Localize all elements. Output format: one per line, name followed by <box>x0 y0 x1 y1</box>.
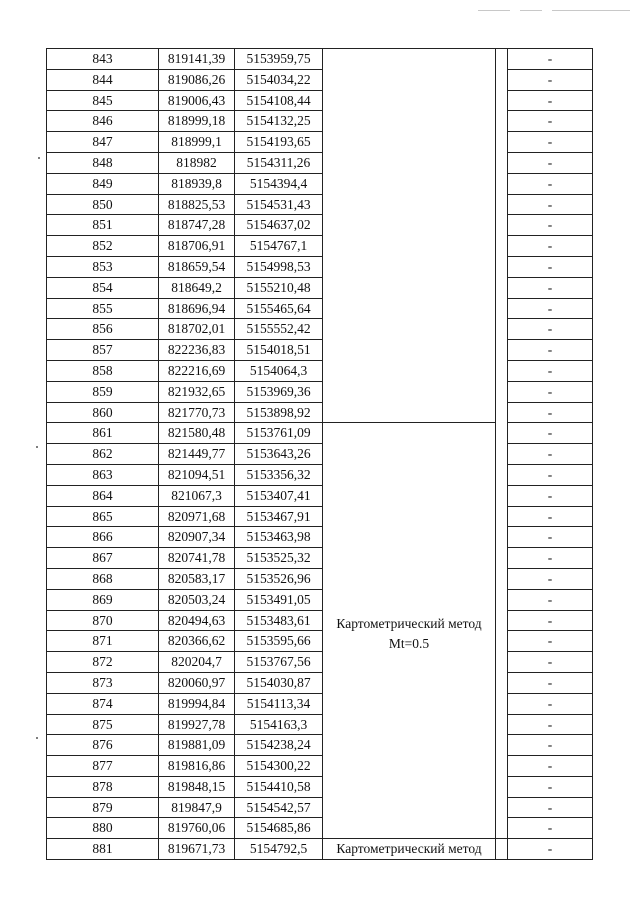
y-coordinate-cell: 5154542,57 <box>235 797 323 818</box>
table-row <box>47 464 593 485</box>
x-coordinate-cell: 818702,01 <box>159 319 235 340</box>
point-number-cell: 854 <box>47 277 159 298</box>
x-coordinate-cell: 819760,06 <box>159 818 235 839</box>
y-coordinate-cell: 5153595,66 <box>235 631 323 652</box>
table-row <box>47 340 593 361</box>
scan-artifact <box>478 10 510 11</box>
x-coordinate-cell: 821094,51 <box>159 464 235 485</box>
point-number-cell: 873 <box>47 672 159 693</box>
y-coordinate-cell: 5154132,25 <box>235 111 323 132</box>
flag-cell: - <box>508 631 593 652</box>
scan-speck <box>38 157 40 159</box>
y-coordinate-cell: 5154113,34 <box>235 693 323 714</box>
y-coordinate-cell: 5154163,3 <box>235 714 323 735</box>
x-coordinate-cell: 818706,91 <box>159 236 235 257</box>
y-coordinate-cell: 5155210,48 <box>235 277 323 298</box>
x-coordinate-cell: 821067,3 <box>159 485 235 506</box>
y-coordinate-cell: 5154030,87 <box>235 672 323 693</box>
flag-cell: - <box>508 714 593 735</box>
flag-cell: - <box>508 527 593 548</box>
y-coordinate-cell: 5154792,5 <box>235 839 323 860</box>
flag-cell: - <box>508 756 593 777</box>
table-row <box>47 714 593 735</box>
point-number-cell: 871 <box>47 631 159 652</box>
blank-column <box>496 49 508 839</box>
x-coordinate-cell: 820907,34 <box>159 527 235 548</box>
point-number-cell: 876 <box>47 735 159 756</box>
y-coordinate-cell: 5153959,75 <box>235 49 323 70</box>
point-number-cell: 879 <box>47 797 159 818</box>
table-row <box>47 506 593 527</box>
table-row <box>47 610 593 631</box>
method-cell-last: Картометрический метод <box>323 839 496 860</box>
y-coordinate-cell: 5154034,22 <box>235 69 323 90</box>
point-number-cell: 874 <box>47 693 159 714</box>
x-coordinate-cell: 818696,94 <box>159 298 235 319</box>
y-coordinate-cell: 5153643,26 <box>235 444 323 465</box>
y-coordinate-cell: 5153483,61 <box>235 610 323 631</box>
point-number-cell: 870 <box>47 610 159 631</box>
table-row <box>47 402 593 423</box>
flag-cell: - <box>508 319 593 340</box>
point-number-cell: 856 <box>47 319 159 340</box>
table-row <box>47 90 593 111</box>
table-row <box>47 693 593 714</box>
table-row <box>47 423 593 444</box>
method-cell-empty <box>323 49 496 423</box>
x-coordinate-cell: 821580,48 <box>159 423 235 444</box>
point-number-cell: 858 <box>47 360 159 381</box>
flag-cell: - <box>508 132 593 153</box>
x-coordinate-cell: 818747,28 <box>159 215 235 236</box>
flag-cell: - <box>508 735 593 756</box>
point-number-cell: 866 <box>47 527 159 548</box>
point-number-cell: 872 <box>47 652 159 673</box>
x-coordinate-cell: 821449,77 <box>159 444 235 465</box>
blank-column <box>496 839 508 860</box>
x-coordinate-cell: 819671,73 <box>159 839 235 860</box>
point-number-cell: 860 <box>47 402 159 423</box>
table-row <box>47 652 593 673</box>
table-row <box>47 527 593 548</box>
y-coordinate-cell: 5154193,65 <box>235 132 323 153</box>
table-row <box>47 756 593 777</box>
point-number-cell: 857 <box>47 340 159 361</box>
table-row <box>47 152 593 173</box>
x-coordinate-cell: 818999,1 <box>159 132 235 153</box>
flag-cell: - <box>508 173 593 194</box>
flag-cell: - <box>508 90 593 111</box>
point-number-cell: 852 <box>47 236 159 257</box>
y-coordinate-cell: 5153761,09 <box>235 423 323 444</box>
flag-cell: - <box>508 548 593 569</box>
y-coordinate-cell: 5153356,32 <box>235 464 323 485</box>
point-number-cell: 880 <box>47 818 159 839</box>
flag-cell: - <box>508 381 593 402</box>
table-row <box>47 173 593 194</box>
method-name: Картометрический метод <box>336 616 482 632</box>
point-number-cell: 864 <box>47 485 159 506</box>
flag-cell: - <box>508 277 593 298</box>
table-row <box>47 298 593 319</box>
point-number-cell: 875 <box>47 714 159 735</box>
y-coordinate-cell: 5154238,24 <box>235 735 323 756</box>
flag-cell: - <box>508 152 593 173</box>
flag-cell: - <box>508 298 593 319</box>
x-coordinate-cell: 818659,54 <box>159 256 235 277</box>
flag-cell: - <box>508 568 593 589</box>
point-number-cell: 849 <box>47 173 159 194</box>
table-row <box>47 215 593 236</box>
flag-cell: - <box>508 693 593 714</box>
table-row <box>47 319 593 340</box>
y-coordinate-cell: 5154394,4 <box>235 173 323 194</box>
table-row <box>47 381 593 402</box>
table-row <box>47 277 593 298</box>
y-coordinate-cell: 5153898,92 <box>235 402 323 423</box>
point-number-cell: 877 <box>47 756 159 777</box>
x-coordinate-cell: 820503,24 <box>159 589 235 610</box>
point-number-cell: 881 <box>47 839 159 860</box>
table-row <box>47 568 593 589</box>
flag-cell: - <box>508 215 593 236</box>
coordinates-table <box>46 48 593 860</box>
flag-cell: - <box>508 444 593 465</box>
table-row <box>47 485 593 506</box>
x-coordinate-cell: 818982 <box>159 152 235 173</box>
y-coordinate-cell: 5153491,05 <box>235 589 323 610</box>
x-coordinate-cell: 819848,15 <box>159 776 235 797</box>
coordinates-table-body <box>47 49 593 860</box>
x-coordinate-cell: 820971,68 <box>159 506 235 527</box>
flag-cell: - <box>508 49 593 70</box>
x-coordinate-cell: 821770,73 <box>159 402 235 423</box>
table-row <box>47 69 593 90</box>
table-row <box>47 236 593 257</box>
flag-cell: - <box>508 464 593 485</box>
flag-cell: - <box>508 69 593 90</box>
table-row <box>47 735 593 756</box>
point-number-cell: 863 <box>47 464 159 485</box>
scan-speck <box>36 446 38 448</box>
x-coordinate-cell: 820583,17 <box>159 568 235 589</box>
table-row <box>47 839 593 860</box>
y-coordinate-cell: 5153969,36 <box>235 381 323 402</box>
x-coordinate-cell: 819086,26 <box>159 69 235 90</box>
y-coordinate-cell: 5154300,22 <box>235 756 323 777</box>
x-coordinate-cell: 820060,97 <box>159 672 235 693</box>
y-coordinate-cell: 5153526,96 <box>235 568 323 589</box>
flag-cell: - <box>508 402 593 423</box>
y-coordinate-cell: 5154637,02 <box>235 215 323 236</box>
x-coordinate-cell: 819927,78 <box>159 714 235 735</box>
point-number-cell: 844 <box>47 69 159 90</box>
flag-cell: - <box>508 485 593 506</box>
table-row <box>47 111 593 132</box>
x-coordinate-cell: 822216,69 <box>159 360 235 381</box>
x-coordinate-cell: 818999,18 <box>159 111 235 132</box>
point-number-cell: 868 <box>47 568 159 589</box>
x-coordinate-cell: 819881,09 <box>159 735 235 756</box>
table-row <box>47 797 593 818</box>
x-coordinate-cell: 819141,39 <box>159 49 235 70</box>
table-row <box>47 818 593 839</box>
flag-cell: - <box>508 340 593 361</box>
table-row <box>47 589 593 610</box>
y-coordinate-cell: 5153525,32 <box>235 548 323 569</box>
point-number-cell: 859 <box>47 381 159 402</box>
x-coordinate-cell: 821932,65 <box>159 381 235 402</box>
flag-cell: - <box>508 839 593 860</box>
method-cell-cartometric <box>323 423 496 839</box>
flag-cell: - <box>508 797 593 818</box>
x-coordinate-cell: 818825,53 <box>159 194 235 215</box>
point-number-cell: 845 <box>47 90 159 111</box>
point-number-cell: 878 <box>47 776 159 797</box>
flag-cell: - <box>508 589 593 610</box>
flag-cell: - <box>508 672 593 693</box>
scan-artifact <box>552 10 630 11</box>
y-coordinate-cell: 5154018,51 <box>235 340 323 361</box>
flag-cell: - <box>508 111 593 132</box>
x-coordinate-cell: 820494,63 <box>159 610 235 631</box>
point-number-cell: 862 <box>47 444 159 465</box>
flag-cell: - <box>508 360 593 381</box>
table-row <box>47 132 593 153</box>
point-number-cell: 867 <box>47 548 159 569</box>
point-number-cell: 865 <box>47 506 159 527</box>
flag-cell: - <box>508 423 593 444</box>
x-coordinate-cell: 818649,2 <box>159 277 235 298</box>
y-coordinate-cell: 5154767,1 <box>235 236 323 257</box>
flag-cell: - <box>508 236 593 257</box>
x-coordinate-cell: 819816,86 <box>159 756 235 777</box>
scan-artifact <box>520 10 542 11</box>
y-coordinate-cell: 5154064,3 <box>235 360 323 381</box>
table-row <box>47 256 593 277</box>
x-coordinate-cell: 819006,43 <box>159 90 235 111</box>
x-coordinate-cell: 820741,78 <box>159 548 235 569</box>
y-coordinate-cell: 5154311,26 <box>235 152 323 173</box>
point-number-cell: 869 <box>47 589 159 610</box>
point-number-cell: 846 <box>47 111 159 132</box>
point-number-cell: 847 <box>47 132 159 153</box>
point-number-cell: 850 <box>47 194 159 215</box>
point-number-cell: 851 <box>47 215 159 236</box>
scan-speck <box>36 737 38 739</box>
y-coordinate-cell: 5154685,86 <box>235 818 323 839</box>
y-coordinate-cell: 5155552,42 <box>235 319 323 340</box>
table-row <box>47 444 593 465</box>
y-coordinate-cell: 5154410,58 <box>235 776 323 797</box>
y-coordinate-cell: 5153467,91 <box>235 506 323 527</box>
flag-cell: - <box>508 610 593 631</box>
x-coordinate-cell: 822236,83 <box>159 340 235 361</box>
flag-cell: - <box>508 194 593 215</box>
table-row <box>47 672 593 693</box>
table-row <box>47 360 593 381</box>
point-number-cell: 843 <box>47 49 159 70</box>
table-row <box>47 776 593 797</box>
point-number-cell: 848 <box>47 152 159 173</box>
table-row <box>47 194 593 215</box>
y-coordinate-cell: 5153407,41 <box>235 485 323 506</box>
flag-cell: - <box>508 652 593 673</box>
point-number-cell: 855 <box>47 298 159 319</box>
y-coordinate-cell: 5153767,56 <box>235 652 323 673</box>
flag-cell: - <box>508 818 593 839</box>
y-coordinate-cell: 5154998,53 <box>235 256 323 277</box>
x-coordinate-cell: 820204,7 <box>159 652 235 673</box>
x-coordinate-cell: 820366,62 <box>159 631 235 652</box>
y-coordinate-cell: 5155465,64 <box>235 298 323 319</box>
flag-cell: - <box>508 776 593 797</box>
table-row <box>47 49 593 70</box>
flag-cell: - <box>508 256 593 277</box>
method-accuracy: Mt=0.5 <box>388 635 430 651</box>
point-number-cell: 853 <box>47 256 159 277</box>
x-coordinate-cell: 818939,8 <box>159 173 235 194</box>
point-number-cell: 861 <box>47 423 159 444</box>
x-coordinate-cell: 819847,9 <box>159 797 235 818</box>
y-coordinate-cell: 5154531,43 <box>235 194 323 215</box>
y-coordinate-cell: 5154108,44 <box>235 90 323 111</box>
table-row <box>47 631 593 652</box>
table-row <box>47 548 593 569</box>
x-coordinate-cell: 819994,84 <box>159 693 235 714</box>
y-coordinate-cell: 5153463,98 <box>235 527 323 548</box>
flag-cell: - <box>508 506 593 527</box>
